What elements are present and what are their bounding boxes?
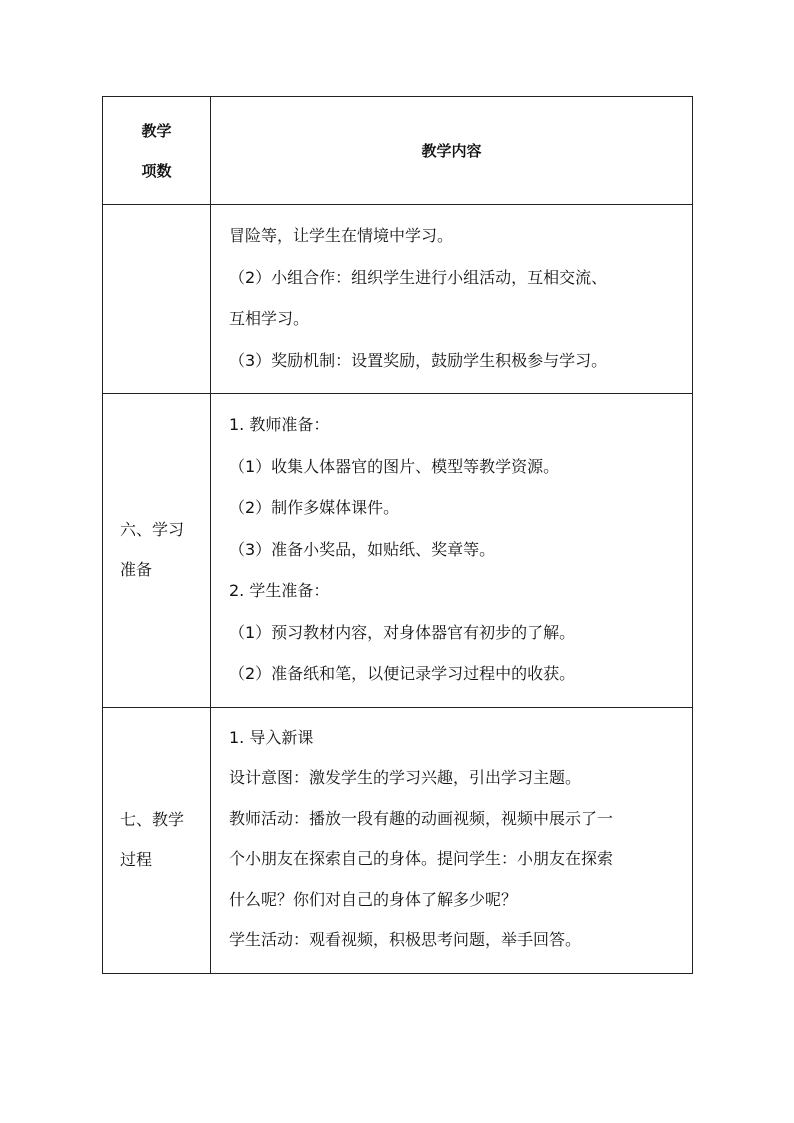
header-item-column: [103, 97, 211, 205]
content-line: 个小朋友在探索自己的身体。提问学生：小朋友在探索: [229, 849, 614, 869]
row-category-line1: 六、学习: [120, 520, 185, 540]
header-item-line1: 教学: [141, 121, 172, 140]
table-row: [103, 205, 693, 394]
content-line: 什么呢？你们对自己的身体了解多少呢？: [229, 889, 518, 909]
header-item-line2: 项数: [141, 161, 172, 180]
content-line: 学生活动：观看视频，积极思考问题，举手回答。: [229, 930, 582, 950]
row-category-line2: 准备: [120, 560, 153, 580]
content-line: 1. 导入新课: [229, 727, 314, 747]
row-category: [103, 394, 211, 708]
content-line: 设计意图：激发学生的学习兴趣，引出学习主题。: [229, 768, 582, 788]
row-category-line2: 过程: [120, 850, 153, 870]
content-line: 1. 教师准备：: [229, 415, 330, 434]
row-content: [211, 707, 693, 974]
row-category: [103, 205, 211, 394]
content-line: 2. 学生准备：: [229, 581, 330, 600]
content-line: （3）奖励机制：设置奖励，鼓励学生积极参与学习。: [229, 350, 608, 370]
header-content-column: 教学内容: [211, 97, 693, 205]
content-line: （2）准备纸和笔，以便记录学习过程中的收获。: [229, 664, 576, 683]
content-line: （1）收集人体器官的图片、模型等教学资源。: [229, 456, 560, 476]
table-row: [103, 707, 693, 974]
content-line: （2）制作多媒体课件。: [229, 498, 400, 517]
table-header-row: [103, 97, 693, 205]
row-category-line1: 七、教学: [120, 810, 185, 830]
lesson-plan-table: [102, 96, 693, 974]
row-content: [211, 205, 693, 394]
content-line: 冒险等，让学生在情境中学习。: [229, 226, 454, 245]
row-content: [211, 394, 693, 708]
table-row: [103, 394, 693, 708]
content-line: 互相学习。: [229, 309, 310, 328]
content-line: 教师活动：播放一段有趣的动画视频，视频中展示了一: [229, 808, 614, 828]
content-line: （1）预习教材内容，对身体器官有初步的了解。: [229, 622, 576, 642]
content-line: （3）准备小奖品，如贴纸、奖章等。: [229, 539, 496, 559]
content-line: （2）小组合作：组织学生进行小组活动，互相交流、: [229, 267, 608, 287]
row-category: [103, 707, 211, 974]
